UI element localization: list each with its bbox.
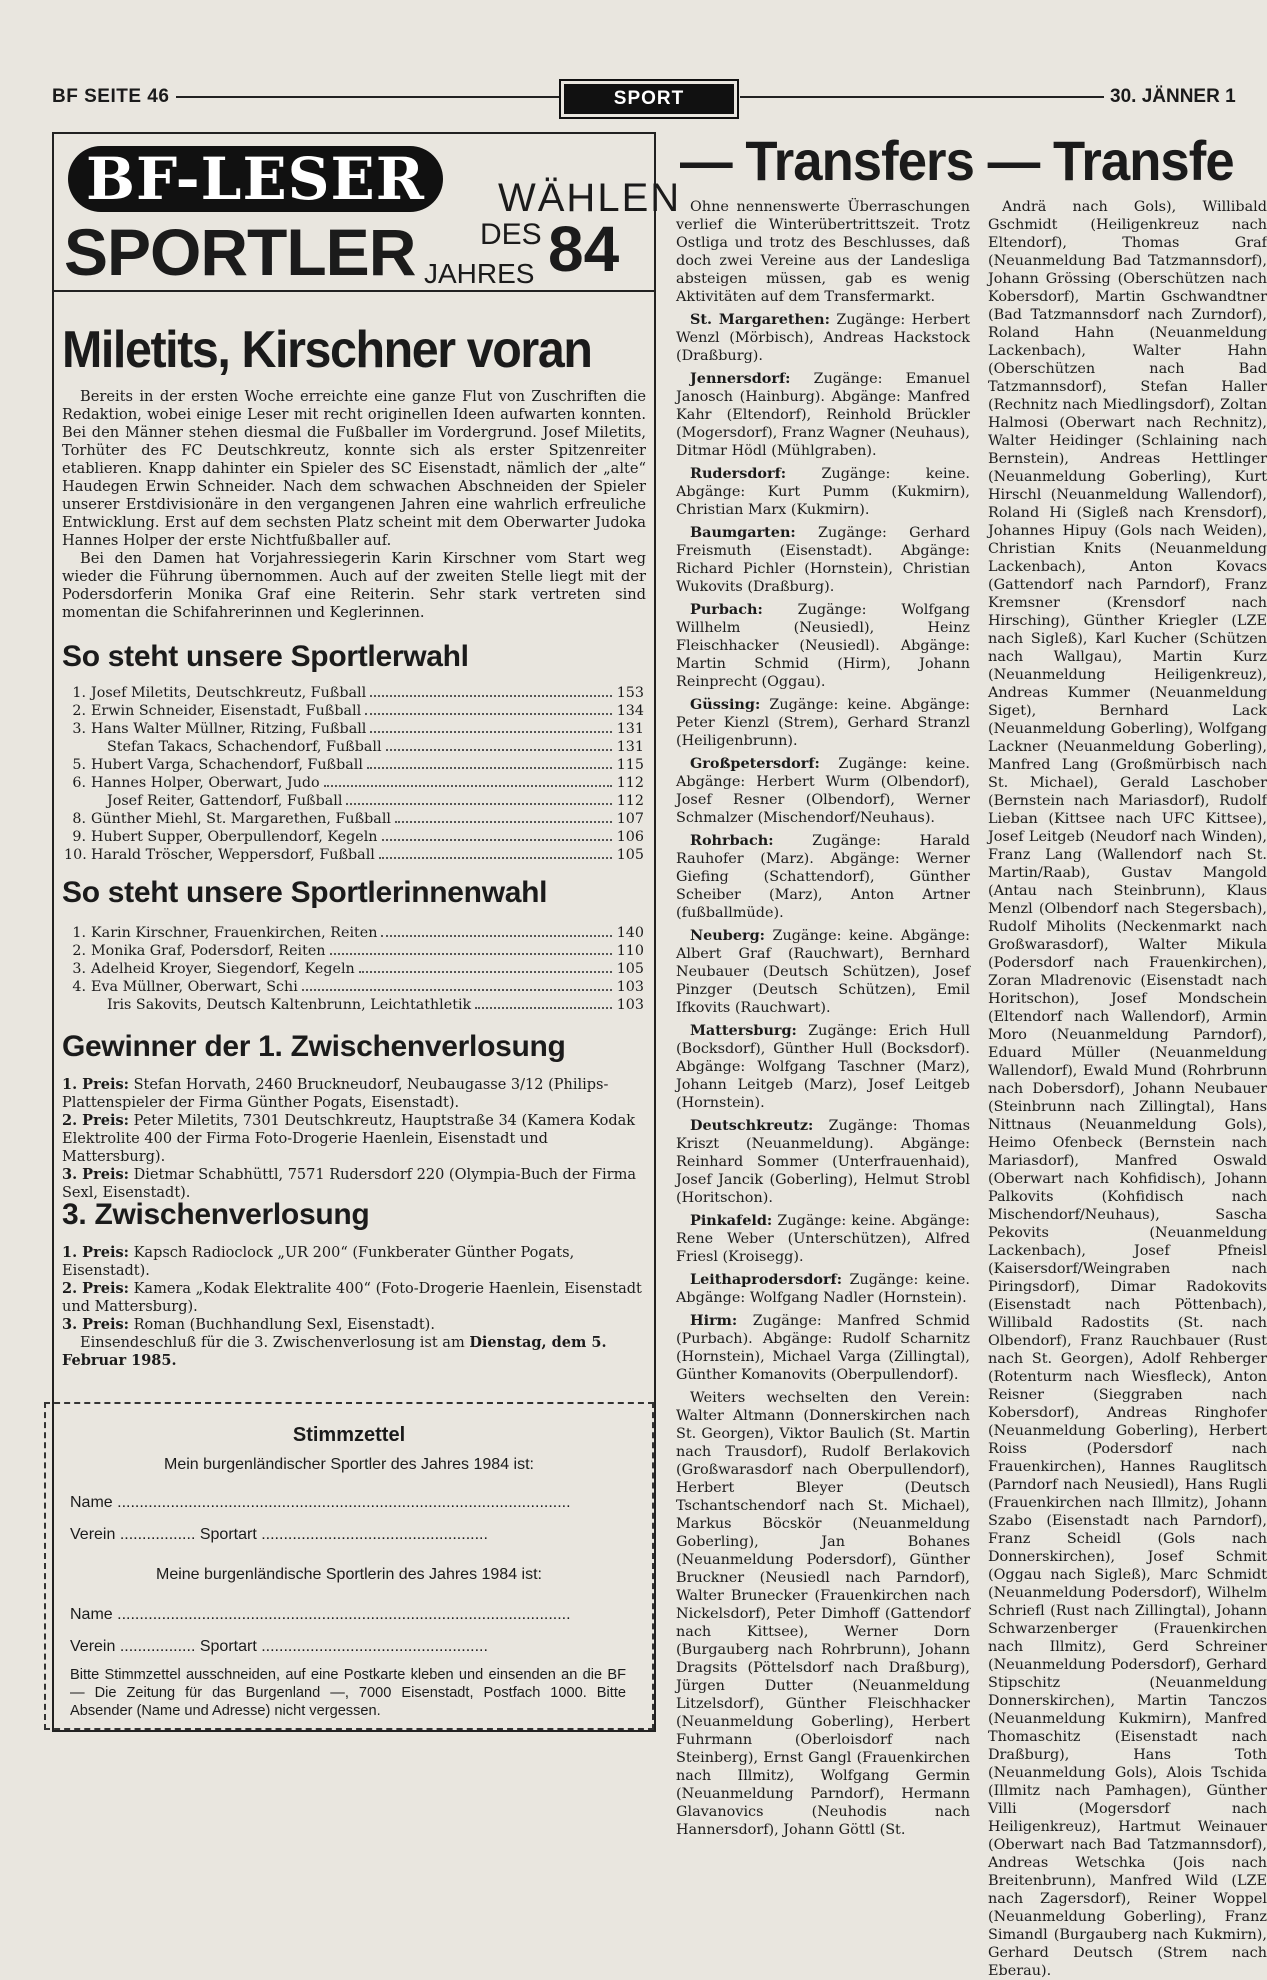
club-transfer-item: [676, 370, 970, 460]
article-headline: Miletits, Kirschner voran: [62, 321, 592, 379]
athlete-name: Josef Reiter, Gattendorf, Fußball: [107, 793, 343, 809]
leader-dots: [382, 839, 613, 841]
rank-number: 2.: [72, 703, 86, 719]
prize-item: 3. Preis: Dietmar Schabhüttl, 7571 Rudersdorf 220 (Olympia-Buch der Firma Sexl, Eisenstadt).: [62, 1166, 636, 1201]
athlete-name: Karin Kirschner, Frauenkirchen, Reiten: [91, 925, 378, 941]
leader-dots: [395, 821, 612, 823]
club-name: Neuberg:: [690, 927, 765, 944]
club-transfer-text: Zugänge: Emanuel Janosch (Hainburg). Abgänge: Manfred Kahr (Eltendorf), Reinhold Brückler (Mogersdorf), Franz Wagner (Neuhaus), Ditmar Hödl (Mühlgraben).: [676, 371, 970, 459]
club-transfer-item: [676, 1117, 970, 1207]
transfers-column-1: [676, 198, 970, 1844]
club-transfer-text: Zugänge: keine. Abgänge: Wolfgang Nadler (Hornstein).: [676, 1272, 970, 1306]
vote-count: 131: [616, 739, 644, 755]
athlete-name: Stefan Takacs, Schachendorf, Fußball: [107, 739, 382, 755]
prize-item: 2. Preis: Peter Miletits, 7301 Deutschkreutz, Hauptstraße 34 (Kamera Kodak Elektrolite 400 der Firma Foto-Drogerie Haenlein, Eisenstadt und Mattersburg).: [62, 1112, 636, 1165]
leader-dots: [302, 989, 612, 991]
ranking-row: [64, 996, 644, 1014]
athlete-name: Hubert Supper, Oberpullendorf, Kegeln: [91, 829, 378, 845]
rank-number: 2.: [72, 943, 86, 959]
club-transfer-item: [676, 465, 970, 519]
vote-count: 105: [616, 961, 644, 977]
club-transfer-item: [676, 601, 970, 691]
ranking-row: [64, 702, 644, 720]
winners-heading: Gewinner der 1. Zwischenverlosung: [62, 1030, 566, 1063]
vote-count: 103: [616, 979, 644, 995]
rank-number: 9.: [72, 829, 86, 845]
club-transfer-item: [676, 755, 970, 827]
ranking-row: [64, 960, 644, 978]
athlete-name: Günther Miehl, St. Margarethen, Fußball: [91, 811, 391, 827]
transfers-column-2: [988, 198, 1267, 1979]
athlete-name: Hubert Varga, Schachendorf, Fußball: [91, 757, 363, 773]
transfers-intro: Ohne nennenswerte Überraschungen verlief die Winterübertrittszeit. Trotz Ostliga und trotz des Beschlusses, daß doch zwei Vereine aus der Landesliga absteigen müssen, gab es wenig Aktivitäten auf dem Transfermarkt.: [676, 199, 970, 305]
ballot-question-men: Mein burgenländischer Sportler des Jahres 1984 ist:: [164, 1456, 534, 1473]
women-ranking-heading: So steht unsere Sportlerinnenwahl: [62, 876, 548, 909]
page-number: BF SEITE 46: [52, 86, 170, 107]
logo-des: DES: [480, 218, 542, 251]
athlete-name: Hans Walter Müllner, Ritzing, Fußball: [91, 721, 367, 737]
prize-item: 1. Preis: Stefan Horvath, 2460 Bruckneudorf, Neubaugasse 3/12 (Philips-Plattenspieler der Firma Günther Pogats, Eisenstadt).: [62, 1076, 609, 1111]
intro-paragraph: Bei den Damen hat Vorjahressiegerin Karin Kirschner vom Start weg wieder die Führung übernommen. Auch auf der zweiten Stelle liegt mit der Podersdorferin Monika Graf eine Reiterin. Sehr stark vertreten sind momentan die Schifahrerinnen und Keglerinnen.: [62, 550, 646, 621]
club-name: Rudersdorf:: [690, 465, 787, 482]
ranking-row: [64, 774, 644, 792]
athlete-name: Monika Graf, Podersdorf, Reiten: [91, 943, 326, 959]
vote-count: 107: [616, 811, 644, 827]
vote-count: 103: [616, 997, 644, 1013]
header-rule-left: [176, 96, 560, 98]
club-transfer-item: [676, 524, 970, 596]
rank-number: 10.: [64, 847, 87, 863]
name-field-women[interactable]: Name ......................................................................................................: [70, 1606, 571, 1623]
deadline-note: Einsendeschluß für die 3. Zwischenverlosung ist am Dienstag, dem 5. Februar 1985.: [62, 1334, 607, 1369]
club-name: Jennersdorf:: [690, 370, 791, 387]
issue-date: 30. JÄNNER 1: [1110, 86, 1236, 107]
club-transfer-item: [676, 832, 970, 922]
further-transfers-continued: Andrä nach Gols), Willibald Gschmidt (Heiligenkreuz nach Eltendorf), Thomas Graf (Neuanmeldung Bad Tatzmannsdorf), Johann Grössing (Oberschützen nach Kobersdorf), Martin Gschwandtner (Bad Tatzmannsdorf nach Zurndorf), Roland Hahn (Neuanmeldung Lackenbach), Walter Hahn (Oberschützen nach Bad Tatzmannsdorf), Stefan Haller (Rechnitz nach Miedlingsdorf), Zoltan Halmosi (Oberwart nach Rechnitz), Walter Heidinger (Schlaining nach Bernstein), Andreas Hettlinger (Neuanmeldung Goberling), Kurt Hirschl (Neuanmeldung Wallendorf), Roland Hi (Sigleß nach Krensdorf), Johannes Hipuy (Gols nach Weiden), Christian Knits (Neuanmeldung Lackenbach), Anton Kovacs (Gattendorf nach Parndorf), Franz Kremsner (Krensdorf nach Hirsching), Günther Kriegler (LZE nach Sigleß), Karl Kucher (Schützen nach Wallgau), Martin Kurz (Neuanmeldung Heiligenkreuz), Andreas Kummer (Neuanmeldung Siget), Bernhard Lack (Neuanmeldung Goberling), Wolfgang Lackner (Neuanmeldung Goberling), Manfred Lang (Großmürbisch nach St. Michael), Gerald Laschober (Bernstein nach Mariasdorf), Rudolf Lieban (Kittsee nach UFC Kittsee), Josef Leitgeb (Neudorf nach Winden), Franz Lang (Wallendorf nach St. Martin/Raab), Gustav Mangold (Antau nach Steinbrunn), Klaus Menzl (Olbendorf nach Stegersbach), Rudolf Miholits (Neckenmarkt nach Großwarasdorf), Walter Mikula (Podersdorf nach Frauenkirchen), Zoran Mladrenovic (Eisenstadt nach Horitschon), Josef Mondschein (Eltendorf nach Wallendorf), Armin Moro (Neuanmeldung Parndorf), Eduard Müller (Neuanmeldung Wallendorf), Ewald Mund (Rohrbrunn nach Dobersdorf), Johann Neubauer (Steinbrunn nach Zillingtal), Hans Nittnaus (Neuanmeldung Gols), Heimo Ofenbeck (Bernstein nach Mariasdorf), Manfred Oswald (Oberwart nach Kohfidisch), Johann Palkovits (Kohfidisch nach Mischendorf/Neuhaus), Sascha Pekovits (Neuanmeldung Lackenbach), Josef Pfneisl (Kaisersdorf/Weingraben nach Piringsdorf), Dimar Radokovits (Eisenstadt nach Pöttenbach), Willibald Radostits (St. nach Olbendorf), Franz Rauchbauer (Rust nach St. Georgen), Adolf Rehberger (Rotenturm nach Wiesfleck), Anton Reisner (Sieggraben nach Kobersdorf), Andreas Ringhofer (Neuanmeldung Goberling), Herbert Roiss (Podersdorf nach Frauenkirchen), Hannes Rauglitsch (Parndorf nach Neusiedl), Hans Rugli (Frauenkirchen nach Illmitz), Johann Szabo (Eisenstadt nach Parndorf), Franz Scheidl (Gols nach Donnerskirchen), Josef Schmit (Oggau nach Sigleß), Marc Schmidt (Neuanmeldung Podersdorf), Wilhelm Schriefl (Rust nach Zillingtal), Johann Schwarzenberger (Frauenkirchen nach Illmitz), Gerd Schreiner (Neuanmeldung Podersdorf), Gerhard Stipschitz (Neuanmeldung Donnerskirchen), Martin Tanczos (Neuanmeldung Kukmirn), Manfred Thomaschitz (Eisenstadt nach Draßburg), Hans Toth (Neuanmeldung Gols), Alois Tschida (Illmitz nach Pamhagen), Günther Villi (Mogersdorf nach Heiligenkreuz), Hartmut Weinauer (Oberwart nach Bad Tatzmannsdorf), Andreas Wetschka (Jois nach Breitenbrunn), Manfred Wild (LZE nach Zagersdorf), Reiner Woppel (Neuanmeldung Goberling), Franz Simandl (Burgauberg nach Kukmirn), Gerhard Deutsch (Strem nach Eberau).: [988, 199, 1267, 1979]
intro-paragraph: Bereits in der ersten Woche erreichte eine ganze Flut von Zuschriften die Redaktion, wobei einige Leser mit recht originellen Ideen aufwarten konnten. Bei den Männer stehen diesmal die Fußballer im Vordergrund. Josef Miletits, Torhüter des FC Deutschkreutz, konnte sich als erster Spitzenreiter etablieren. Knapp dahinter ein Spieler des SC Eisenstadt, nämlich der „alte“ Haudegen Erwin Schneider. Nach dem schwachen Abschneiden der Spieler unserer Erstdivisionäre in den vergangenen Jahren eine wahrlich erfreuliche Entwicklung. Erst auf dem sechsten Platz scheint mit dem Oberwarter Judoka Hannes Holper der erste Nichtfußballer auf.: [62, 388, 646, 549]
intro-text: [62, 388, 646, 622]
club-transfer-text: Zugänge: keine. Abgänge: Kurt Pumm (Kukmirn), Christian Marx (Kukmirn).: [676, 466, 970, 518]
club-transfer-text: Zugänge: Manfred Schmid (Purbach). Abgänge: Rudolf Scharnitz (Hornstein), Michael Varga (Zillingtal), Günther Komanovits (Oberpullendorf).: [676, 1313, 971, 1383]
athlete-name: Hannes Holper, Oberwart, Judo: [91, 775, 320, 791]
club-transfer-item: [676, 1212, 970, 1266]
ranking-row: [64, 924, 644, 942]
draw3-prize-list: [62, 1244, 646, 1370]
logo-year: 84: [548, 213, 620, 285]
ranking-row: [64, 810, 644, 828]
winners-list: [62, 1076, 646, 1202]
ballot-title: Stimmzettel: [292, 1424, 406, 1446]
vote-count: 140: [616, 925, 644, 941]
leader-dots: [370, 731, 612, 733]
ballot-question-women: Meine burgenländische Sportlerin des Jahres 1984 ist:: [155, 1566, 542, 1583]
header-rule-right: [740, 96, 1104, 98]
ranking-row: [64, 720, 644, 738]
athlete-name: Harald Tröscher, Weppersdorf, Fußball: [91, 847, 375, 863]
club-transfer-text: Zugänge: Gerhard Freismuth (Eisenstadt). Abgänge: Richard Pichler (Hornstein), Christian Wukovits (Draßburg).: [676, 525, 970, 595]
rank-number: 4.: [72, 979, 86, 995]
ranking-row: [64, 942, 644, 960]
club-name: Hirm:: [690, 1312, 738, 1329]
leader-dots: [330, 953, 612, 955]
logo-waehlen: WÄHLEN: [498, 176, 682, 220]
ranking-row: [64, 684, 644, 702]
leader-dots: [381, 935, 612, 937]
rank-number: 1.: [72, 685, 86, 701]
club-transfer-item: [676, 1022, 970, 1112]
vote-count: 115: [616, 757, 644, 773]
vote-count: 110: [616, 943, 644, 959]
club-transfer-text: Zugänge: keine. Abgänge: Herbert Wurm (Olbendorf), Josef Resner (Olbendorf), Werner Schmalzer (Mischendorf/Neuhaus).: [676, 756, 970, 826]
name-field-men[interactable]: Name ......................................................................................................: [70, 1494, 571, 1511]
club-name: Purbach:: [690, 601, 763, 618]
further-transfers: Weiters wechselten den Verein: Walter Altmann (Donnerskirchen nach St. Georgen), Viktor Baulich (St. Martin nach Trausdorf), Rudolf Berlakovich (Großwarasdorf nach Oberpullendorf), Herbert Bleyer (Deutsch Tschantschendorf nach St. Michael), Markus Böcskör (Neuanmeldung Goberling), Jan Bohanes (Neuanmeldung Podersdorf), Günther Bruckner (Neusiedl nach Parndorf), Walter Brunecker (Frauenkirchen nach Nickelsdorf), Peter Dimhoff (Gattendorf nach Kittsee), Werner Dorn (Burgauberg nach Rohrbrunn), Johann Dragsits (Pöttelsdorf nach Draßburg), Jürgen Dutter (Neuanmeldung Litzelsdorf), Günther Fleischhacker (Neuanmeldung Goberling), Herbert Fuhrmann (Oberloisdorf nach Steinberg), Ernst Gangl (Frauenkirchen nach Illmitz), Wolfgang Germin (Neuanmeldung Parndorf), Hermann Glavanovics (Neuhodis nach Hannersdorf), Johann Göttl (St.: [676, 1390, 970, 1838]
club-transfer-text: Zugänge: Herbert Wenzl (Mörbisch), Andreas Hackstock (Draßburg).: [676, 312, 970, 364]
vote-count: 106: [616, 829, 644, 845]
men-ranking-list: [64, 684, 644, 864]
club-transfer-item: [676, 696, 970, 750]
transfers-heading: — Transfers — Transfe: [680, 129, 1234, 192]
rank-number: 1.: [72, 925, 86, 941]
men-ranking-heading: So steht unsere Sportlerwahl: [62, 640, 469, 673]
club-transfer-item: [676, 1312, 970, 1384]
vote-count: 134: [616, 703, 644, 719]
leader-dots: [359, 971, 612, 973]
club-transfer-text: Zugänge: Wolfgang Willhelm (Neusiedl), Heinz Fleischhacker (Neusiedl). Abgänge: Martin Schmid (Hirm), Johann Reinprecht (Oggau).: [676, 602, 970, 690]
club-transfer-text: Zugänge: Erich Hull (Bocksdorf), Günther Hull (Bocksdorf). Abgänge: Wolfgang Taschner (Marz), Johann Leitgeb (Marz), Josef Leitgeb (Hornstein).: [676, 1023, 970, 1111]
vote-count: 153: [616, 685, 644, 701]
club-transfer-item: [676, 311, 970, 365]
athlete-name: Adelheid Kroyer, Siegendorf, Kegeln: [91, 961, 355, 977]
vote-count: 112: [616, 775, 644, 791]
ballot-form[interactable]: [44, 1402, 654, 1730]
club-name: Rohrbach:: [690, 832, 774, 849]
ranking-row: [64, 756, 644, 774]
club-name: St. Margarethen:: [690, 311, 830, 328]
ranking-row: [64, 792, 644, 810]
vote-count: 131: [616, 721, 644, 737]
club-transfer-item: [676, 1271, 970, 1307]
club-transfer-text: Zugänge: keine. Abgänge: Albert Graf (Rauchwart), Bernhard Neubauer (Deutsch Schützen), Josef Pinzger (Deutsch Schützen), Emil Ifkovits (Rauchwart).: [676, 928, 971, 1016]
athlete-name: Iris Sakovits, Deutsch Kaltenbrunn, Leichtathletik: [107, 997, 472, 1013]
club-transfer-list: [676, 311, 970, 1384]
club-name: Mattersburg:: [690, 1022, 797, 1039]
ranking-row: [64, 828, 644, 846]
section-label: SPORT: [564, 84, 734, 114]
rank-number: 6.: [72, 775, 86, 791]
club-name: Güssing:: [690, 696, 761, 713]
club-name: Pinkafeld:: [690, 1212, 773, 1229]
ballot-instructions: Bitte Stimmzettel ausschneiden, auf eine Postkarte kleben und einsenden an die BF — Die Zeitung für das Burgenland —, 7000 Eisenstadt, Postfach 1000. Bitte Absender (Name und Adresse) nicht vergessen.: [70, 1667, 626, 1719]
ranking-row: [64, 978, 644, 996]
club-transfer-text: Zugänge: Harald Rauhofer (Marz). Abgänge: Werner Giefing (Schattendorf), Günther Scheiber (Marz), Anton Artner (fußballmüde).: [676, 833, 970, 921]
club-name: Großpetersdorf:: [690, 755, 820, 772]
bf-leser-logo: BF-LESER: [68, 146, 443, 212]
vote-count: 112: [616, 793, 644, 809]
leader-dots: [324, 785, 612, 787]
rank-number: 3.: [72, 721, 86, 737]
club-name: Leithaprodersdorf:: [690, 1271, 843, 1288]
draw3-heading: 3. Zwischenverlosung: [62, 1198, 370, 1231]
club-transfer-item: [676, 927, 970, 1017]
ranking-row: [64, 846, 644, 864]
rank-number: 3.: [72, 961, 86, 977]
leader-dots: [346, 803, 612, 805]
prize-item: 2. Preis: Kamera „Kodak Elektralite 400“ (Foto-Drogerie Haenlein, Eisenstadt und Mattersburg).: [62, 1280, 642, 1315]
logo-jahres: JAHRES: [424, 258, 535, 289]
leader-dots: [386, 749, 612, 751]
prize-item: 1. Preis: Kapsch Radioclock „UR 200“ (Funkberater Günther Pogats, Eisenstadt).: [62, 1244, 575, 1279]
leader-dots: [367, 767, 612, 769]
verein-field-men[interactable]: Verein ................. Sportart ...................................................: [70, 1526, 488, 1543]
logo-sportler: SPORTLER: [64, 215, 416, 289]
athlete-name: Erwin Schneider, Eisenstadt, Fußball: [91, 703, 362, 719]
club-transfer-text: Zugänge: Thomas Kriszt (Neuanmeldung). Abgänge: Reinhard Sommer (Unterfrauenhaid), Josef Jancik (Goberling), Helmut Strobl (Horitschon).: [676, 1118, 971, 1206]
rank-number: 8.: [72, 811, 86, 827]
ranking-row: [64, 738, 644, 756]
club-name: Deutschkreutz:: [690, 1117, 814, 1134]
vote-count: 105: [616, 847, 644, 863]
verein-field-women[interactable]: Verein ................. Sportart ...................................................: [70, 1638, 488, 1655]
women-ranking-list: [64, 924, 644, 1014]
athlete-name: Eva Müllner, Oberwart, Schi: [91, 979, 298, 995]
prize-item: 3. Preis: Roman (Buchhandlung Sexl, Eisenstadt).: [62, 1316, 435, 1333]
rank-number: 5.: [72, 757, 86, 773]
leader-dots: [379, 857, 612, 859]
leader-dots: [365, 713, 612, 715]
leader-dots: [475, 1007, 612, 1009]
club-name: Baumgarten:: [690, 524, 796, 541]
club-transfer-text: Zugänge: keine. Abgänge: Peter Kienzl (Strem), Gerhard Stranzl (Heiligenbrunn).: [676, 697, 971, 749]
club-transfer-text: Zugänge: keine. Abgänge: Rene Weber (Unterschützen), Alfred Friesl (Kroisegg).: [676, 1213, 970, 1265]
athlete-name: Josef Miletits, Deutschkreutz, Fußball: [91, 685, 367, 701]
leader-dots: [370, 695, 612, 697]
